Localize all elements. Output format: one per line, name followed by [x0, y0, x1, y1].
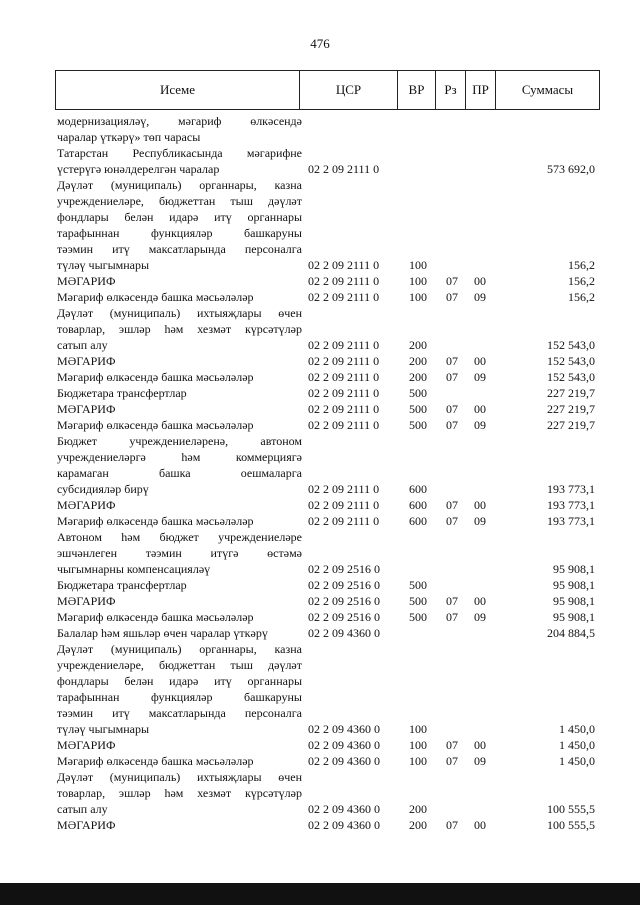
row-sum: 95 908,1	[553, 562, 595, 576]
row-vr: 200	[409, 338, 427, 352]
row-name-line: МӘГАРИФ	[57, 402, 116, 416]
row-code: 02 2 09 2111 0	[308, 258, 380, 272]
row-name	[57, 593, 302, 609]
row-vr: 600	[409, 498, 427, 512]
row-rz: 07	[446, 370, 458, 384]
table-row	[57, 737, 597, 753]
row-vr: 500	[409, 594, 427, 608]
row-pr: 09	[474, 418, 486, 432]
table-row	[57, 433, 597, 497]
row-rz: 07	[446, 274, 458, 288]
row-name	[57, 577, 302, 593]
row-name	[57, 497, 302, 513]
table-row	[57, 417, 597, 433]
row-name-line: учреждениеләре, бюджеттан тыш дәүләт	[57, 658, 302, 672]
row-code: 02 2 09 2111 0	[308, 402, 380, 416]
row-name-line: сатып алу	[57, 802, 108, 816]
row-rz: 07	[446, 754, 458, 768]
row-sum: 100 555,5	[547, 802, 595, 816]
row-name-line: Татарстан Республикасында мәгарифне	[57, 146, 302, 160]
table-row	[57, 625, 597, 641]
table-body	[57, 113, 597, 833]
row-name-line: учреждениеләре, бюджеттан тыш дәүләт	[57, 194, 302, 208]
row-rz: 07	[446, 738, 458, 752]
row-vr: 100	[409, 738, 427, 752]
row-pr: 09	[474, 514, 486, 528]
table-row	[57, 641, 597, 737]
row-sum: 204 884,5	[547, 626, 595, 640]
row-name-line: Бюджетара трансфертлар	[57, 386, 187, 400]
table-row	[57, 177, 597, 273]
row-code: 02 2 09 4360 0	[308, 754, 380, 768]
row-sum: 193 773,1	[547, 498, 595, 512]
row-name-line: сатып алу	[57, 338, 108, 352]
table-row	[57, 769, 597, 817]
row-pr: 00	[474, 354, 486, 368]
row-rz: 07	[446, 290, 458, 304]
row-pr: 00	[474, 818, 486, 832]
row-name-line: Мәгариф өлкәсендә башка мәсьәләләр	[57, 290, 254, 304]
table-header	[55, 70, 600, 110]
row-code: 02 2 09 2111 0	[308, 482, 380, 496]
row-name-line: үстерүгә юнәлдерелгән чаралар	[57, 162, 220, 176]
row-name	[57, 641, 302, 737]
row-name-line: Автоном һәм бюджет учреждениеләре	[57, 530, 302, 544]
row-name-line: МӘГАРИФ	[57, 354, 116, 368]
row-rz: 07	[446, 818, 458, 832]
row-code: 02 2 09 2111 0	[308, 370, 380, 384]
row-name-line: Бюджет учреждениеләренә, автоном	[57, 434, 302, 448]
row-sum: 152 543,0	[547, 370, 595, 384]
row-name-line: МӘГАРИФ	[57, 594, 116, 608]
row-vr: 200	[409, 802, 427, 816]
row-name-line: тарафыннан функцияләр башкаруны	[57, 226, 302, 240]
row-name	[57, 145, 302, 177]
row-name	[57, 513, 302, 529]
row-name-line: Дәүләт (муниципаль) органнары, казна	[57, 178, 302, 192]
row-name	[57, 401, 302, 417]
row-name-line: түләү чыгымнары	[57, 258, 150, 272]
row-name	[57, 273, 302, 289]
row-name-line: тарафыннан функцияләр башкаруны	[57, 690, 302, 704]
row-name-line: субсидияләр бирү	[57, 482, 149, 496]
row-name-line: Дәүләт (муниципаль) ихтыяҗлары өчен	[57, 770, 302, 784]
row-vr: 500	[409, 578, 427, 592]
table-row	[57, 353, 597, 369]
row-name-line: чыгымнарны компенсацияләү	[57, 562, 211, 576]
table-row	[57, 113, 597, 145]
row-vr: 500	[409, 610, 427, 624]
row-code: 02 2 09 2516 0	[308, 594, 380, 608]
row-code: 02 2 09 2516 0	[308, 578, 380, 592]
row-name	[57, 369, 302, 385]
row-code: 02 2 09 2111 0	[308, 162, 380, 176]
row-pr: 00	[474, 402, 486, 416]
table-row	[57, 369, 597, 385]
row-name	[57, 417, 302, 433]
row-name-line: МӘГАРИФ	[57, 738, 116, 752]
row-name-line: модернизацияләү, мәгариф өлкәсендә	[57, 114, 302, 128]
row-code: 02 2 09 2516 0	[308, 562, 380, 576]
row-sum: 227 219,7	[547, 402, 595, 416]
row-sum: 1 450,0	[559, 722, 595, 736]
row-name-line: эшчәнлеген тәэмин итүгә өстәмә	[57, 546, 302, 560]
row-name-line: фондлары белән идарә итү органнары	[57, 674, 302, 688]
row-vr: 100	[409, 754, 427, 768]
row-sum: 227 219,7	[547, 386, 595, 400]
row-code: 02 2 09 2111 0	[308, 418, 380, 432]
row-rz: 07	[446, 354, 458, 368]
row-name	[57, 177, 302, 273]
row-rz: 07	[446, 498, 458, 512]
row-vr: 100	[409, 290, 427, 304]
scan-bottom-edge	[0, 883, 640, 905]
row-vr: 200	[409, 818, 427, 832]
row-name-line: МӘГАРИФ	[57, 274, 116, 288]
row-vr: 600	[409, 482, 427, 496]
table-row	[57, 273, 597, 289]
row-pr: 00	[474, 738, 486, 752]
row-code: 02 2 09 2111 0	[308, 274, 380, 288]
row-sum: 156,2	[568, 274, 595, 288]
row-pr: 00	[474, 274, 486, 288]
header-rz: Рз	[435, 71, 465, 109]
row-name-line: товарлар, эшләр һәм хезмәт күрсәтүләр	[57, 322, 302, 336]
row-name	[57, 305, 302, 353]
header-pr: ПР	[465, 71, 495, 109]
row-name-line: тәэмин итү максатларында персоналга	[57, 242, 302, 256]
table-row	[57, 289, 597, 305]
row-vr: 500	[409, 402, 427, 416]
row-name	[57, 113, 302, 145]
row-pr: 09	[474, 754, 486, 768]
row-sum: 1 450,0	[559, 738, 595, 752]
row-pr: 09	[474, 610, 486, 624]
row-name-line: Бюджетара трансфертлар	[57, 578, 187, 592]
row-sum: 156,2	[568, 290, 595, 304]
row-rz: 07	[446, 402, 458, 416]
table-row	[57, 385, 597, 401]
table-row	[57, 145, 597, 177]
row-code: 02 2 09 4360 0	[308, 722, 380, 736]
row-sum: 100 555,5	[547, 818, 595, 832]
table-row	[57, 513, 597, 529]
header-vr: ВР	[397, 71, 435, 109]
table-row	[57, 753, 597, 769]
row-sum: 573 692,0	[547, 162, 595, 176]
row-pr: 00	[474, 498, 486, 512]
table-row	[57, 593, 597, 609]
row-name	[57, 289, 302, 305]
row-name-line: учреждениеләргә һәм коммерциягә	[57, 450, 302, 464]
row-code: 02 2 09 4360 0	[308, 818, 380, 832]
header-csr: ЦСР	[299, 71, 397, 109]
row-code: 02 2 09 4360 0	[308, 802, 380, 816]
row-rz: 07	[446, 514, 458, 528]
row-sum: 227 219,7	[547, 418, 595, 432]
row-name-line: Мәгариф өлкәсендә башка мәсьәләләр	[57, 418, 254, 432]
table-row	[57, 529, 597, 577]
row-name-line: МӘГАРИФ	[57, 818, 116, 832]
row-pr: 09	[474, 370, 486, 384]
row-sum: 95 908,1	[553, 594, 595, 608]
row-name-line: Мәгариф өлкәсендә башка мәсьәләләр	[57, 754, 254, 768]
row-name-line: түләү чыгымнары	[57, 722, 150, 736]
row-name	[57, 769, 302, 817]
row-rz: 07	[446, 594, 458, 608]
row-name-line: Мәгариф өлкәсендә башка мәсьәләләр	[57, 370, 254, 384]
row-vr: 500	[409, 386, 427, 400]
row-name-line: Дәүләт (муниципаль) ихтыяҗлары өчен	[57, 306, 302, 320]
row-name-line: фондлары белән идарә итү органнары	[57, 210, 302, 224]
table-row	[57, 817, 597, 833]
row-name-line: карамаган башка оешмаларга	[57, 466, 302, 480]
row-vr: 100	[409, 258, 427, 272]
row-name	[57, 737, 302, 753]
row-pr: 09	[474, 290, 486, 304]
row-name-line: Мәгариф өлкәсендә башка мәсьәләләр	[57, 610, 254, 624]
table-row	[57, 577, 597, 593]
row-sum: 152 543,0	[547, 338, 595, 352]
row-pr: 00	[474, 594, 486, 608]
row-vr: 100	[409, 722, 427, 736]
row-code: 02 2 09 2111 0	[308, 386, 380, 400]
table-row	[57, 401, 597, 417]
table-row	[57, 497, 597, 513]
row-name	[57, 385, 302, 401]
row-vr: 600	[409, 514, 427, 528]
row-rz: 07	[446, 610, 458, 624]
row-code: 02 2 09 2111 0	[308, 338, 380, 352]
row-name-line: Дәүләт (муниципаль) органнары, казна	[57, 642, 302, 656]
row-name	[57, 817, 302, 833]
row-code: 02 2 09 4360 0	[308, 626, 380, 640]
row-name-line: Балалар һәм яшьләр өчен чаралар үткәрү	[57, 626, 268, 640]
row-name	[57, 753, 302, 769]
row-name	[57, 353, 302, 369]
row-sum: 1 450,0	[559, 754, 595, 768]
row-code: 02 2 09 2516 0	[308, 610, 380, 624]
row-vr: 100	[409, 274, 427, 288]
row-name	[57, 625, 302, 641]
row-sum: 95 908,1	[553, 578, 595, 592]
row-name	[57, 433, 302, 497]
row-vr: 200	[409, 370, 427, 384]
row-sum: 156,2	[568, 258, 595, 272]
row-name-line: Мәгариф өлкәсендә башка мәсьәләләр	[57, 514, 254, 528]
row-sum: 193 773,1	[547, 482, 595, 496]
header-name: Исеме	[159, 82, 196, 97]
row-name	[57, 609, 302, 625]
row-name-line: чаралар үткәрү» төп чарасы	[57, 130, 201, 144]
row-code: 02 2 09 2111 0	[308, 498, 380, 512]
row-name-line: МӘГАРИФ	[57, 498, 116, 512]
row-vr: 200	[409, 354, 427, 368]
header-sum: Суммасы	[495, 71, 599, 109]
table-row	[57, 609, 597, 625]
row-code: 02 2 09 2111 0	[308, 290, 380, 304]
row-sum: 193 773,1	[547, 514, 595, 528]
row-code: 02 2 09 2111 0	[308, 514, 380, 528]
row-sum: 152 543,0	[547, 354, 595, 368]
table-row	[57, 305, 597, 353]
row-sum: 95 908,1	[553, 610, 595, 624]
row-code: 02 2 09 4360 0	[308, 738, 380, 752]
row-code: 02 2 09 2111 0	[308, 354, 380, 368]
page-number: 476	[310, 36, 330, 51]
row-name	[57, 529, 302, 577]
row-name-line: товарлар, эшләр һәм хезмәт күрсәтүләр	[57, 786, 302, 800]
row-vr: 500	[409, 418, 427, 432]
row-rz: 07	[446, 418, 458, 432]
row-name-line: тәэмин итү максатларында персоналга	[57, 706, 302, 720]
